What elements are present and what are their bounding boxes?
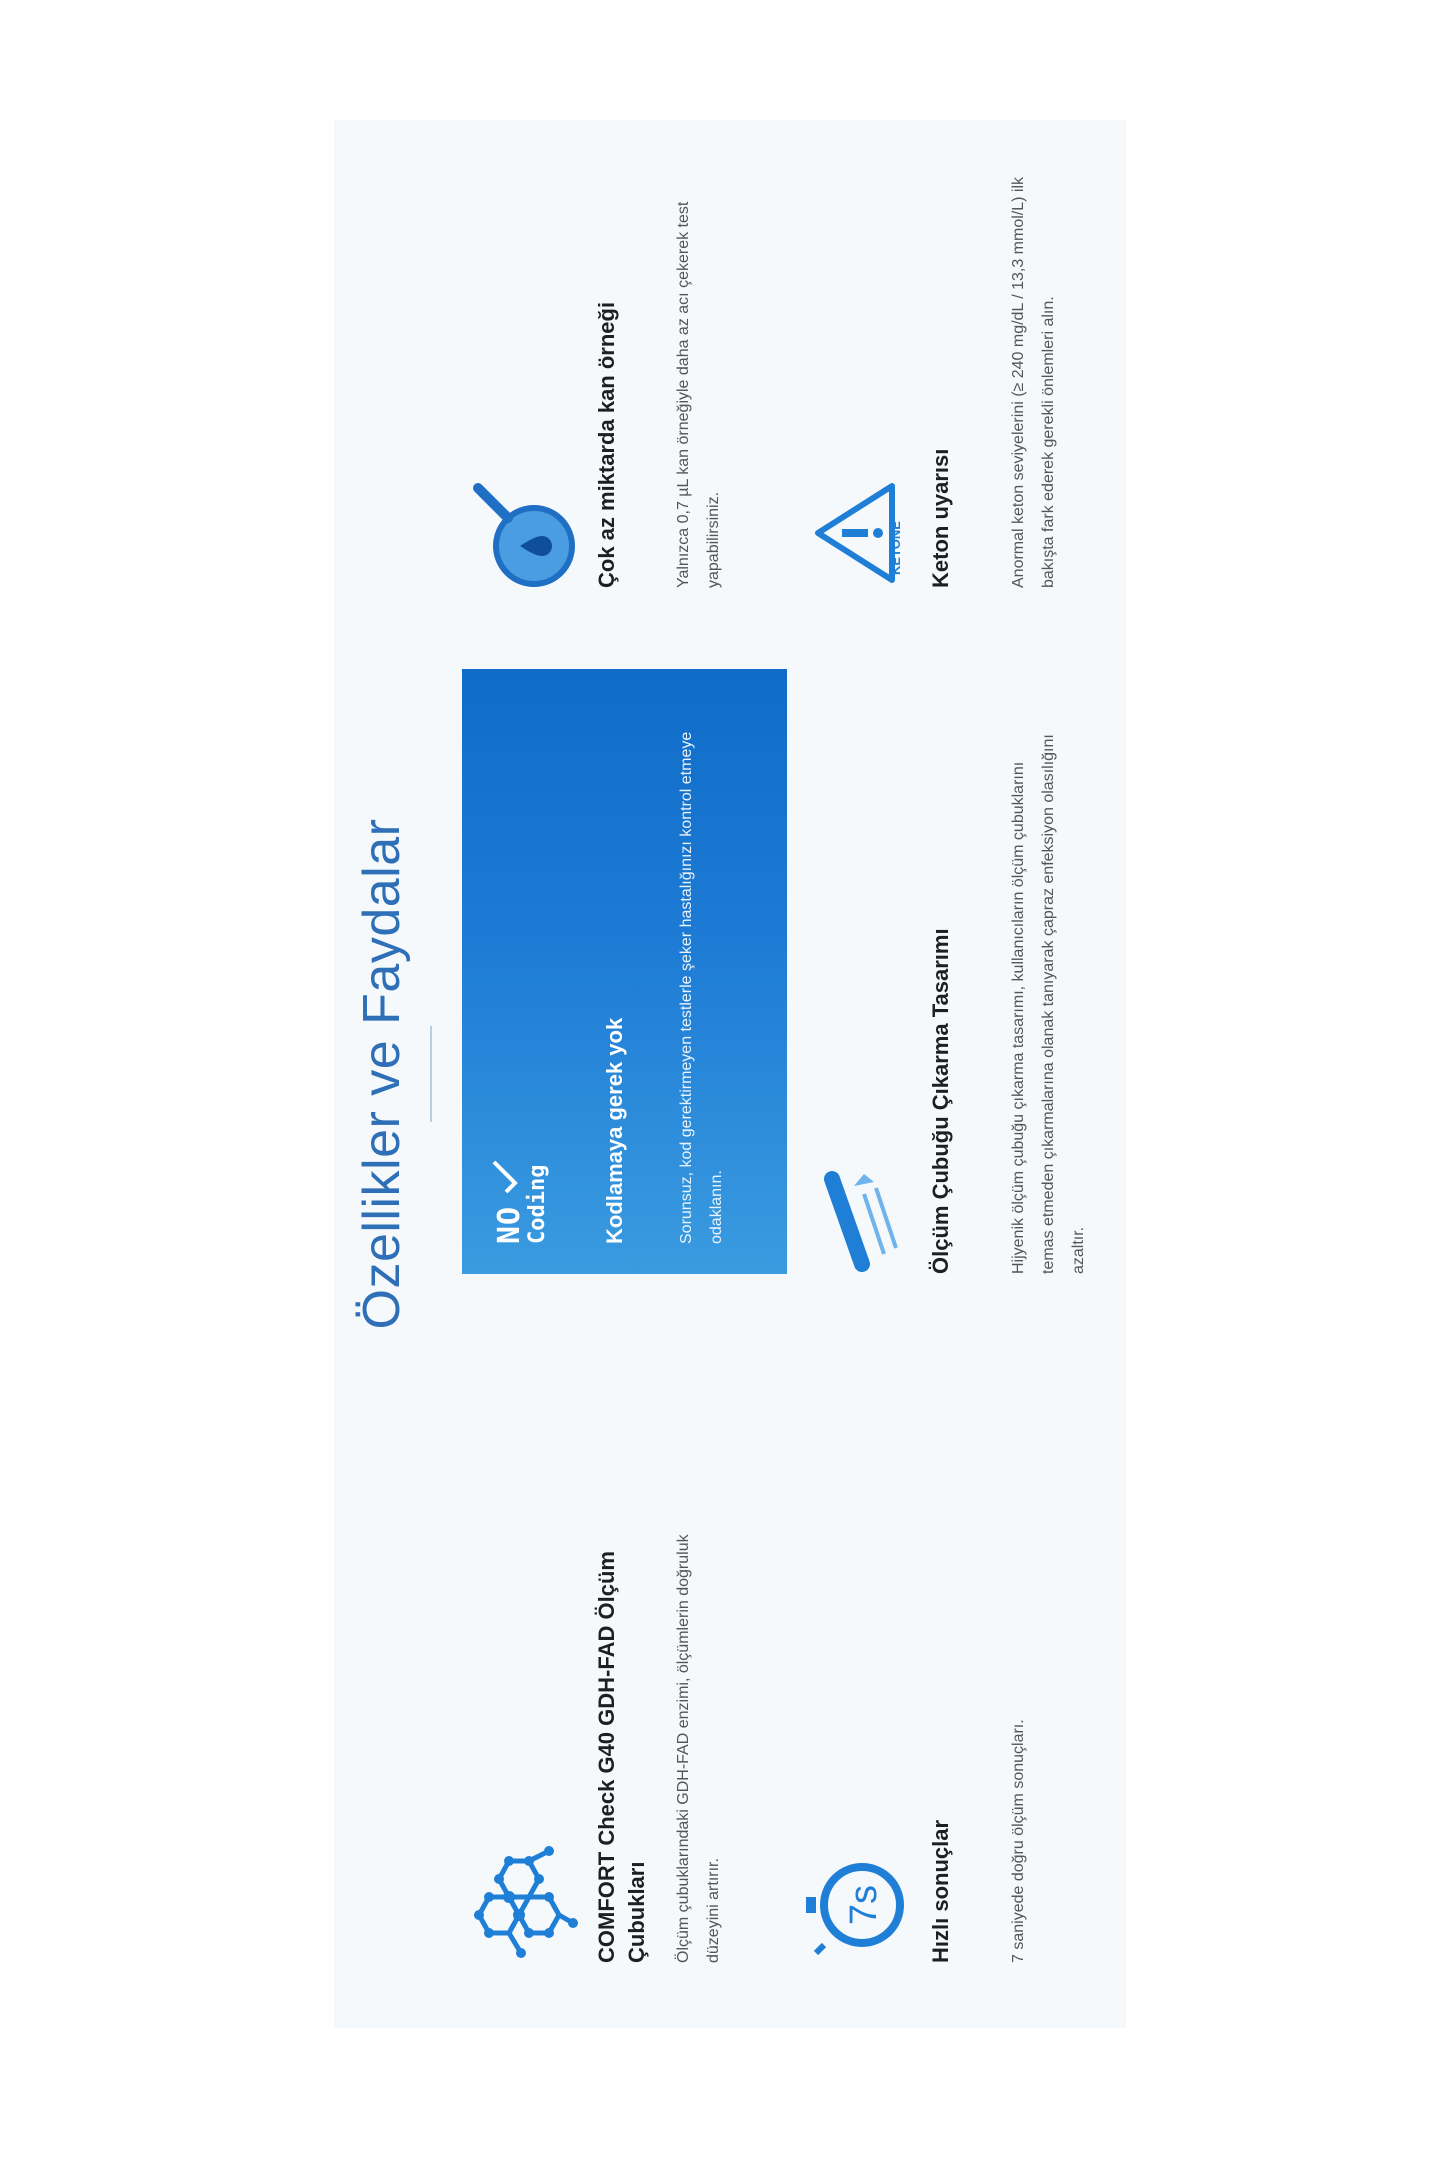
feature-description: 7 saniyede doğru ölçüm sonuçları. bbox=[1010, 1719, 1027, 1963]
strip-eject-icon bbox=[802, 1154, 912, 1274]
feature-title: COMFORT Check G40 GDH-FAD Ölçüm Çubukları bbox=[594, 1551, 649, 1963]
feature-title: Çok az miktarda kan örneği bbox=[594, 301, 619, 588]
molecule-icon bbox=[469, 1843, 579, 1963]
feature-description: Sorunsuz, kod gerektirmeyen testlerle şeker hastalığınızı kontrol etmeye odaklanın. bbox=[678, 731, 725, 1244]
ketone-text: KETONE bbox=[888, 521, 902, 575]
feature-description: Ölçüm çubuklarındaki GDH-FAD enzimi, ölçümlerin doğruluk düzeyini artırır. bbox=[675, 1534, 722, 1963]
feature-title: Keton uyarısı bbox=[928, 448, 953, 588]
stopwatch-icon bbox=[802, 1843, 912, 1963]
rotated-content bbox=[334, 120, 1126, 2028]
features-panel bbox=[334, 120, 1126, 2028]
feature-no-coding-card bbox=[462, 669, 787, 1274]
feature-description: Yalnızca 0,7 µL kan örneğiyle daha az acı çekerek test yapabilirsiniz. bbox=[675, 201, 722, 588]
page-title: Özellikler ve Faydalar bbox=[353, 818, 411, 1330]
no-coding-icon: NO Coding bbox=[492, 1160, 550, 1244]
magnifier-drop-icon bbox=[472, 468, 582, 588]
feature-description: Anormal keton seviyelerini (≥ 240 mg/dL / 13,3 mmol/L) ilk bakışta fark ederek gerekli önlemleri alın. bbox=[1010, 176, 1057, 588]
stopwatch-text: 7s bbox=[843, 1884, 885, 1926]
feature-title: Ölçüm Çubuğu Çıkarma Tasarımı bbox=[928, 928, 953, 1274]
feature-title: Kodlamaya gerek yok bbox=[602, 1017, 627, 1244]
title-underline bbox=[430, 1026, 432, 1122]
feature-description: Hijyenik ölçüm çubuğu çıkarma tasarımı, kullanıcıların ölçüm çubuklarını temas etmeden çıkarmalarına olanak tanıyarak çapraz enfeksiyon olasılığını azaltır. bbox=[1010, 734, 1087, 1274]
ketone-warning-icon bbox=[812, 468, 922, 588]
feature-title: Hızlı sonuçlar bbox=[928, 1819, 953, 1963]
